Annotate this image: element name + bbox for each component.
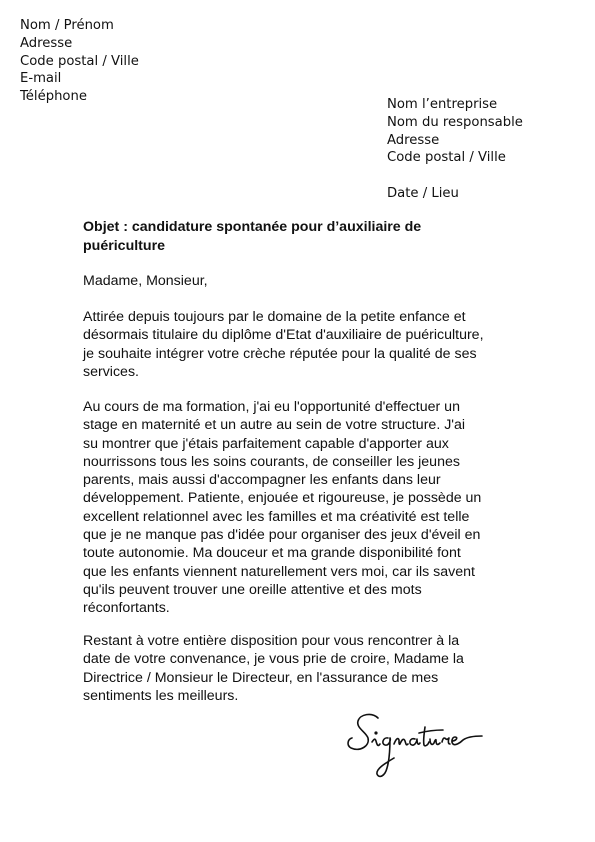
handwritten-signature: [342, 706, 492, 784]
paragraph-line: que je ne manque pas d'idée pour organiser des jeux d'éveil en: [83, 527, 481, 544]
sender-block: [20, 17, 139, 106]
paragraph-experience: [83, 398, 481, 618]
paragraph-line: développement. Patiente, enjouée et rigoureuse, je possède un: [83, 490, 482, 507]
sender-phone: Téléphone: [20, 89, 87, 105]
paragraph-line: su montrer que j'étais parfaitement capable d'apporter aux: [83, 435, 449, 452]
paragraph-line: je souhaite intégrer votre crèche réputée pour la qualité de ses: [83, 345, 477, 362]
paragraph-line: réconfortants.: [83, 600, 170, 617]
date-place: Date / Lieu: [387, 186, 459, 201]
recipient-postal-city: Code postal / Ville: [387, 150, 506, 166]
paragraph-closing: [83, 632, 464, 705]
paragraph-line: nourrissons tous les soins courants, de conseiller les jeunes: [83, 453, 460, 470]
recipient-company: Nom l’entreprise: [387, 97, 498, 112]
paragraph-intro: [83, 308, 484, 381]
sender-address: Adresse: [20, 35, 73, 51]
paragraph-line: sentiments les meilleurs.: [83, 687, 239, 704]
subject-line: puériculture: [83, 237, 165, 254]
paragraph-line: excellent relationnel avec les familles et ma créativité est telle: [83, 508, 470, 525]
paragraph-line: que les enfants viennent naturellement vers moi, car ils savent: [83, 563, 475, 580]
paragraph-line: Directrice / Monsieur le Directeur, en l'assurance de mes: [83, 669, 439, 686]
sender-postal-city: Code postal / Ville: [20, 53, 139, 69]
letter-subject: [83, 218, 483, 255]
paragraph-line: Attirée depuis toujours par le domaine de la petite enfance et: [83, 309, 466, 325]
recipient-block: [387, 96, 523, 167]
paragraph-line: stage en maternité et un autre au sein de votre structure. J'ai: [83, 417, 466, 434]
recipient-address: Adresse: [387, 132, 440, 148]
paragraph-line: toute autonomie. Ma douceur et ma grande disponibilité font: [83, 545, 461, 562]
subject-line: Objet : candidature spontanée pour d’auxiliaire de: [83, 219, 422, 235]
sender-email: E-mail: [20, 71, 62, 87]
paragraph-line: désormais titulaire du diplôme d'Etat d'auxiliaire de puériculture,: [83, 327, 484, 344]
paragraph-line: date de votre convenance, je vous prie de croire, Madame la: [83, 651, 464, 668]
recipient-manager: Nom du responsable: [387, 114, 523, 130]
paragraph-line: Restant à votre entière disposition pour vous rencontrer à la: [83, 633, 460, 649]
paragraph-line: services.: [83, 363, 139, 380]
salutation: Madame, Monsieur,: [83, 273, 208, 289]
paragraph-line: qu'ils peuvent trouver une oreille attentive et des mots: [83, 581, 422, 598]
sender-name: Nom / Prénom: [20, 18, 114, 33]
paragraph-line: Au cours de ma formation, j'ai eu l'opportunité d'effectuer un: [83, 399, 460, 415]
paragraph-line: parents, mais aussi d'accompagner les enfants dans leur: [83, 472, 441, 489]
